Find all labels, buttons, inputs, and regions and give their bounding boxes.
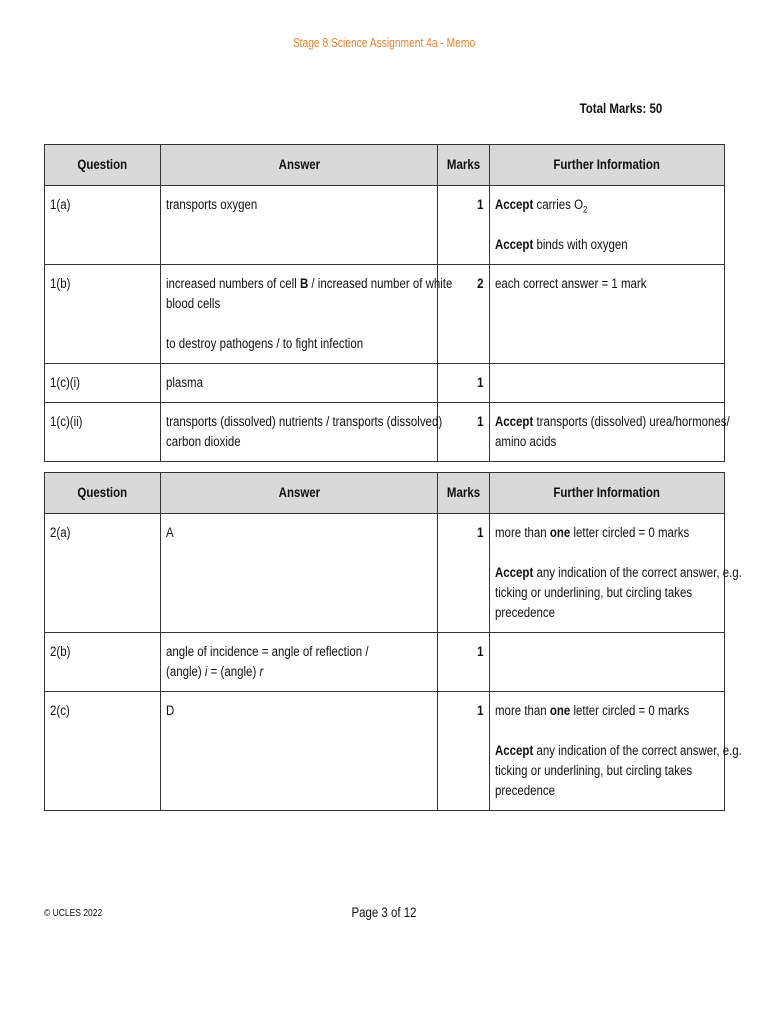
memo-table-2 — [44, 472, 742, 811]
marks-cell: 1 — [438, 186, 490, 265]
header-question: Question — [45, 145, 161, 186]
question-cell: 1(c)(i) — [45, 364, 161, 403]
header-marks: Marks — [438, 145, 490, 186]
answer-cell: angle of incidence = angle of reflection / (angle) i = (angle) r — [161, 633, 438, 692]
question-cell: 1(a) — [45, 186, 161, 265]
marks-cell: 1 — [438, 633, 490, 692]
header-marks: Marks — [438, 473, 490, 514]
table-row — [45, 514, 725, 633]
further-info-cell: more than one letter circled = 0 marks Accept any indication of the correct answer, e.g. ticking or underlining, but circling takes precedence — [490, 514, 725, 633]
table-header-row — [45, 473, 725, 514]
answer-cell: A — [161, 514, 438, 633]
table-row — [45, 633, 725, 692]
answer-cell: transports oxygen — [161, 186, 438, 265]
page-number: Page 3 of 12 — [351, 905, 417, 920]
table-header-row — [45, 145, 725, 186]
copyright-notice: © UCLES 2022 — [44, 908, 103, 919]
further-info-cell — [490, 364, 725, 403]
header-answer: Answer — [161, 145, 438, 186]
marks-cell: 1 — [438, 514, 490, 633]
question-cell: 1(c)(ii) — [45, 403, 161, 462]
answer-cell: plasma — [161, 364, 438, 403]
table-row — [45, 265, 725, 364]
header-further-information: Further Information — [490, 473, 725, 514]
document-title: Stage 8 Science Assignment 4a - Memo — [292, 36, 476, 50]
question-cell: 2(b) — [45, 633, 161, 692]
marks-cell: 2 — [438, 265, 490, 364]
header-further-information: Further Information — [490, 145, 725, 186]
marks-cell: 1 — [438, 403, 490, 462]
question-cell: 2(a) — [45, 514, 161, 633]
header-question: Question — [45, 473, 161, 514]
answer-cell: D — [161, 692, 438, 811]
answer-cell: increased numbers of cell B / increased number of white blood cells to destroy pathogens / to fight infection — [161, 265, 438, 364]
total-marks: Total Marks: 50 — [579, 101, 662, 116]
header-answer: Answer — [161, 473, 438, 514]
question-cell: 2(c) — [45, 692, 161, 811]
further-info-cell: Accept transports (dissolved) urea/hormones/ amino acids — [490, 403, 725, 462]
further-info-cell — [490, 633, 725, 692]
memo-table-1 — [44, 144, 730, 462]
marks-cell: 1 — [438, 692, 490, 811]
table-row — [45, 364, 725, 403]
table-row — [45, 692, 725, 811]
question-cell: 1(b) — [45, 265, 161, 364]
answer-cell: transports (dissolved) nutrients / transports (dissolved) carbon dioxide — [161, 403, 438, 462]
further-info-cell: Accept carries $O_2$ Accept binds with oxygen — [490, 186, 725, 265]
further-info-cell: more than one letter circled = 0 marks Accept any indication of the correct answer, e.g. ticking or underlining, but circling takes precedence — [490, 692, 725, 811]
table-row — [45, 186, 725, 265]
further-info-cell: each correct answer = 1 mark — [490, 265, 725, 364]
marks-cell: 1 — [438, 364, 490, 403]
table-row — [45, 403, 725, 462]
